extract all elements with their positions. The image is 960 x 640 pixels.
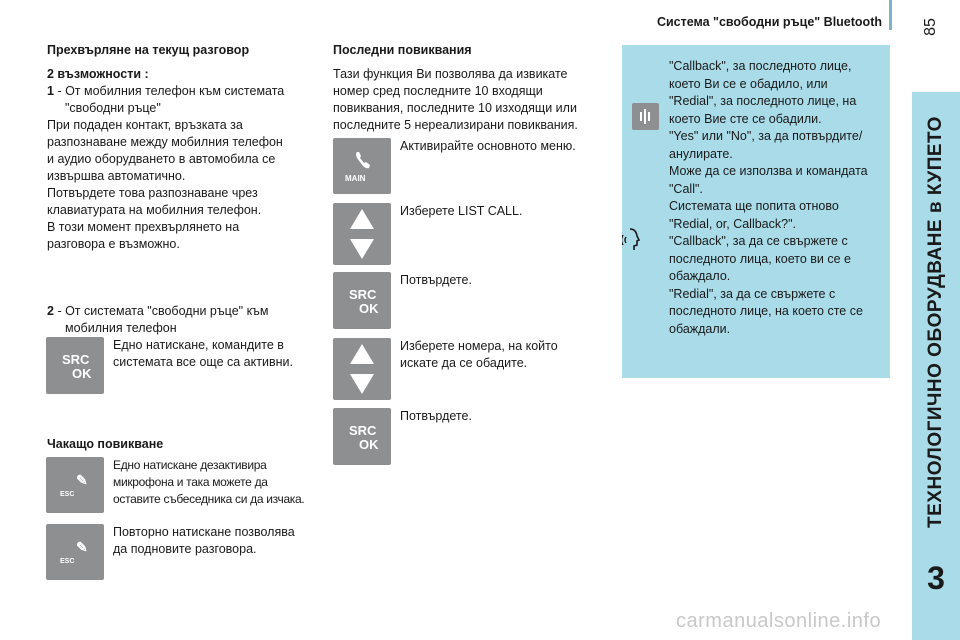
ok-label: OK [359,437,379,452]
page-number: 85 [922,18,939,36]
panel-line: последното лица, което ви се е [669,251,851,266]
intro-line-4: последните 5 нереализирани повиквания. [333,118,578,132]
chapter-title-text: ТЕХНОЛОГИЧНО ОБОРУДВАНЕ в КУПЕТО [925,116,946,528]
chapter-title [912,92,960,552]
src-label: SRC [349,423,377,438]
intro-line-1: Тази функция Ви позволява да извикате [333,67,568,81]
src-text-line2: системата все още са активни. [113,355,293,369]
para-line-6: клавиатурата на мобилния телефон. [47,203,262,217]
step4-line2: искате да се обадите. [400,356,528,370]
src-text-line1: Едно натискане, командите в [113,338,284,352]
panel-line: "Yes" или "No", за да потвърдите/ [669,129,863,143]
item1-text: - От мобилния телефон към системата [57,84,285,98]
item1-line1 [47,83,284,100]
transfer-heading: Прехвърляне на текущ разговор [47,43,250,57]
waiting-heading: Чакащо повикване [47,437,164,451]
src-ok-button[interactable] [333,272,391,329]
esc-label: ESC [60,491,75,498]
panel-line: което Вие сте се обадили. [669,111,822,126]
panel-line: анулирате. [669,146,733,161]
mic-mute-icon: ✎ [76,539,88,555]
para-line-7: В този момент прехвърлянето на [47,220,240,234]
panel-line: обаждало. [669,269,731,283]
step3-text: Потвърдете. [400,273,472,287]
header-title: Система "свободни ръце" Bluetooth [656,15,882,29]
chapter-number: 3 [927,560,945,596]
item1-number: 1 [47,84,54,98]
ok-label: OK [359,301,379,316]
intro-line-2: номер сред последните 10 входящи [333,84,543,98]
page-header [600,0,892,32]
up-down-arrows-icon [333,338,391,400]
step1-text: Активирайте основното меню. [400,139,576,153]
item2-line1 [47,303,268,320]
step5-text: Потвърдете. [400,409,472,423]
recent-calls-heading: Последни повиквания [333,43,472,57]
panel-line: "Callback", за да се свържете с [669,234,848,248]
up-down-arrows-button[interactable] [333,338,391,400]
ok-label: OK [72,366,92,381]
speaking-head-icon [622,225,648,260]
step4-line1: Изберете номера, на който [400,339,558,353]
up-down-arrows-icon [333,203,391,265]
watermark: carmanualsonline.info [676,610,882,632]
esc1-text-line3: оставите събеседника си да изчака. [113,492,305,506]
para-line-5: Потвърдете това разпознаване чрез [47,186,258,200]
header-divider [889,0,892,30]
esc-button-1[interactable] [46,457,104,513]
panel-line: последното лице, на което сте се [669,304,863,318]
main-label: MAIN [345,174,366,183]
item2-text: - От системата "свободни ръце" към [57,304,269,318]
up-down-arrows-button[interactable] [333,203,391,265]
voice-button[interactable] [632,103,659,130]
esc1-text-line2: микрофона и така можете да [113,475,268,489]
src-label: SRC [349,287,377,302]
item2-line2: мобилния телефон [65,321,177,335]
panel-line: "Redial", за последното лице, на [669,94,857,108]
panel-line: обаждали. [669,321,731,336]
item1-line2: "свободни ръце" [65,101,161,115]
step2-text: Изберете LIST CALL. [400,204,523,218]
esc2-text-line1: Повторно натискане позволява [113,525,295,539]
phone-handset-icon [353,150,373,172]
possibilities-label: 2 възможности : [47,67,149,81]
esc2-text-line2: да подновите разговора. [113,542,257,556]
panel-line: Може да се използва и командата [669,164,868,178]
panel-line: Системата ще попита отново [669,199,839,213]
panel-line: "Callback", за последното лице, [669,59,852,73]
src-label: SRC [62,352,90,367]
panel-line: "Redial", за да се свържете с [669,286,836,301]
mic-mute-icon: ✎ [76,472,88,488]
para-line-3: и аудио оборудването в автомобила се [47,152,276,166]
panel-line: което Ви се е обадило, или [669,76,828,91]
esc1-text-line1: Едно натискане дезактивира [113,458,267,472]
esc-button-2[interactable] [46,524,104,580]
para-line-1: При подаден контакт, връзката за [47,118,243,132]
panel-text [669,58,868,338]
panel-line: "Call". [669,181,703,196]
panel-line: "Redial, or, Callback?". [669,216,796,231]
src-ok-button[interactable] [46,337,104,394]
para-line-4: извършва автоматично. [47,169,186,183]
src-ok-button[interactable] [333,408,391,465]
esc-label: ESC [60,558,75,565]
item2-number: 2 [47,304,54,318]
intro-line-3: повиквания, последните 10 изходящи или [333,101,577,115]
para-line-8: разговора е възможно. [47,237,180,251]
main-menu-button[interactable] [333,138,391,194]
voice-command-icon [632,103,659,130]
para-line-2: разпознаване между мобилния телефон [47,135,283,149]
